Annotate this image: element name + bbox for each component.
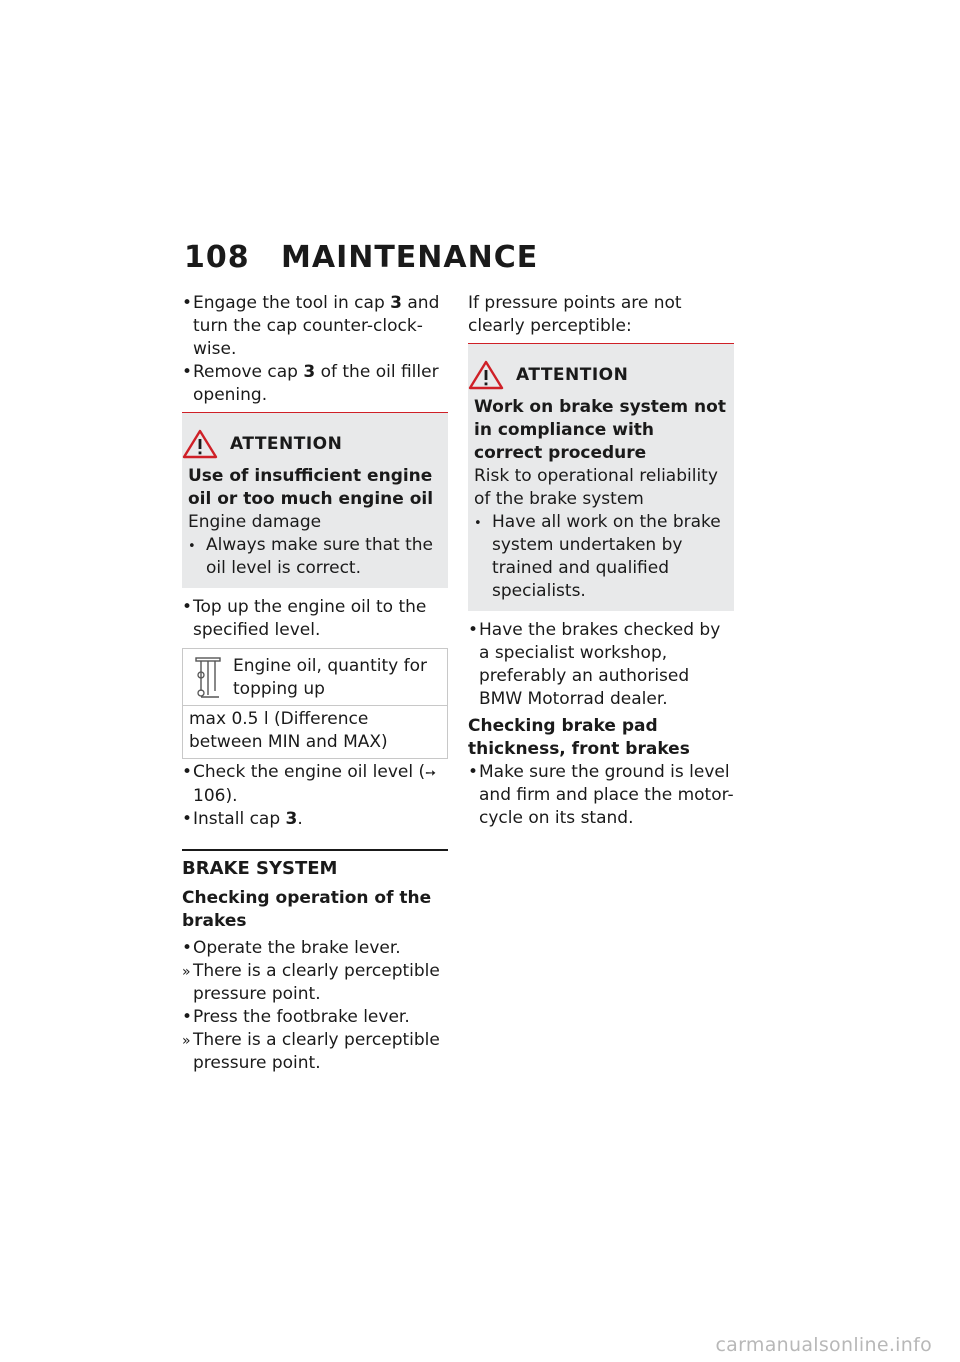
watermark: carmanualsonline.info (715, 1334, 932, 1356)
list-item: • Have the brakes checked by a specialist workshop, preferably an authorised BMW Motorrad dealer. (468, 619, 734, 711)
attention-box-brakes (468, 343, 734, 611)
attention-instruction: • Always make sure that the oil level is correct. (188, 534, 442, 580)
attention-header (468, 360, 728, 390)
attention-instruction: • Have all work on the brake system undertaken by trained and qualified specialists. (474, 511, 728, 603)
spec-table (182, 648, 448, 759)
spec-label: Engine oil, quantity for topping up (233, 656, 427, 699)
list-item: • Make sure the ground is level and firm and place the motor-cycle on its stand. (468, 761, 734, 830)
result-item: » There is a clearly perceptible pressure point. (182, 1029, 448, 1075)
list-item: • Operate the brake lever. (182, 937, 448, 960)
list-item: • Remove cap 3 of the oil filler opening. (182, 361, 448, 407)
page-number: 108 (184, 240, 250, 275)
attention-title: Work on brake system not in compliance with correct procedure (474, 397, 726, 463)
list-item: • Install cap 3. (182, 808, 448, 831)
attention-title: Use of insufficient engine oil or too much engine oil (188, 466, 434, 509)
list-item: • Engage the tool in cap 3 and turn the cap counter-clock-wise. (182, 292, 448, 361)
oil-dipstick-icon (193, 655, 223, 701)
intro-text: If pressure points are not clearly perceptible: (468, 293, 682, 336)
section-heading-brake-system: BRAKE SYSTEM (182, 849, 448, 883)
warning-triangle-icon (468, 360, 504, 390)
attention-box-oil (182, 412, 448, 588)
right-column (468, 292, 734, 830)
subheading-brake-operation: Checking operation of the brakes (182, 888, 432, 931)
attention-effect: Engine damage (188, 512, 322, 532)
spec-value: max 0.5 l (Difference between MIN and MAX) (189, 709, 388, 752)
list-item: • Check the engine oil level (➙ 106). (182, 761, 448, 808)
result-item: » There is a clearly perceptible pressure point. (182, 960, 448, 1006)
page-header (184, 240, 538, 275)
attention-label: ATTENTION (230, 433, 343, 454)
attention-header (182, 429, 442, 459)
section-title: MAINTENANCE (281, 240, 539, 275)
list-item: • Press the footbrake lever. (182, 1006, 448, 1029)
list-item: • Top up the engine oil to the specified level. (182, 596, 448, 642)
left-column (182, 292, 448, 1075)
subheading-brake-pad-thickness: Checking brake pad thickness, front brakes (468, 716, 690, 759)
attention-effect: Risk to operational reliability of the brake system (474, 466, 718, 509)
attention-label: ATTENTION (516, 364, 629, 385)
arrow-right-icon: ➙ (425, 766, 437, 781)
warning-triangle-icon (182, 429, 218, 459)
